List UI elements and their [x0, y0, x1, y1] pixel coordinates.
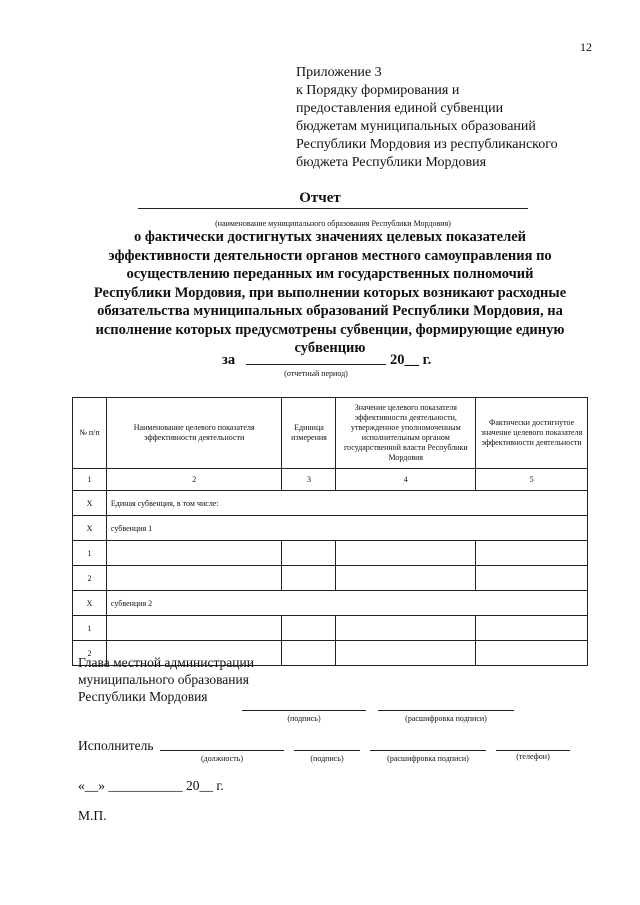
column-numbers-row: [73, 469, 588, 491]
head-title-line: муниципального образования: [78, 672, 249, 687]
head-signature-caption: (подпись): [287, 714, 321, 723]
column-number: 5: [476, 469, 588, 491]
executor-signature-caption: (подпись): [310, 754, 344, 763]
page-number: 12: [580, 40, 592, 54]
table-cell: [336, 641, 476, 666]
appendix-header: [296, 64, 616, 172]
subject-line: эффективности деятельности органов местного самоуправления по: [108, 247, 552, 264]
appendix-line: предоставления единой субвенции: [296, 101, 504, 116]
municipality-caption: (наименование муниципального образования Республики Мордовия): [215, 219, 451, 228]
column-number: 1: [73, 469, 107, 491]
row-number: 2: [73, 566, 107, 591]
executor-position-line: [160, 750, 284, 751]
date-line: «__» ___________ 20__ г.: [78, 778, 224, 793]
indicators-table: [72, 397, 588, 666]
table-header-row: [73, 398, 588, 469]
table-cell: [336, 616, 476, 641]
header-cell: Фактически достигнутое значение целевого показателя эффективности деятельности: [476, 398, 588, 469]
executor-label: Исполнитель: [78, 738, 154, 753]
appendix-line: Приложение 3: [296, 65, 382, 80]
appendix-line: бюджета Республики Мордовия: [296, 155, 487, 170]
table-row: [73, 591, 588, 616]
row-name: субвенция 1: [106, 516, 587, 541]
head-decoding-line: [378, 710, 514, 711]
header-cell: Значение целевого показателя эффективности деятельности, утвержденное уполномоченным исполнительным органом государственной власти Республики Мордовия: [336, 398, 476, 469]
executor-phone-line: [496, 750, 570, 751]
table-cell: [282, 641, 336, 666]
report-subject: [70, 228, 590, 358]
head-title-line: Глава местной администрации: [78, 655, 254, 670]
header-cell: Единица измерения: [282, 398, 336, 469]
table-cell: [282, 566, 336, 591]
table-row: [73, 616, 588, 641]
period-prefix: за: [222, 352, 236, 368]
subject-line: субвенцию: [294, 340, 366, 356]
subject-line: Республики Мордовия, при выполнении которых возникают расходные: [93, 284, 567, 301]
head-decoding-caption: (расшифровка подписи): [405, 714, 487, 723]
table-cell: [476, 566, 588, 591]
table-cell: [282, 541, 336, 566]
row-number: X: [73, 591, 107, 616]
table-row: [73, 566, 588, 591]
executor-position-caption: (должность): [201, 754, 243, 763]
column-number: 2: [106, 469, 282, 491]
appendix-line: бюджетам муниципальных образований: [296, 119, 536, 134]
municipality-line: [138, 208, 528, 209]
subject-line: осуществлению переданных им государственных полномочий: [126, 266, 534, 282]
executor-phone-caption: (телефон): [516, 752, 550, 761]
header-cell: Наименование целевого показателя эффективности деятельности: [106, 398, 282, 469]
table-cell: [336, 566, 476, 591]
head-signature-block: [78, 654, 254, 705]
period-year: 20__ г.: [390, 352, 432, 368]
row-name: субвенция 2: [106, 591, 587, 616]
column-number: 3: [282, 469, 336, 491]
subject-line: обязательства муниципальных образований Республики Мордовия, на: [97, 303, 563, 319]
row-name: Единая субвенция, в том числе:: [106, 491, 587, 516]
period-caption: (отчетный период): [284, 369, 348, 378]
executor-decoding-line: [370, 750, 486, 751]
row-name: [106, 566, 282, 591]
table-cell: [476, 641, 588, 666]
table-cell: [476, 616, 588, 641]
row-number: 1: [73, 616, 107, 641]
appendix-line: Республики Мордовия из республиканского: [296, 137, 558, 152]
row-name: [106, 541, 282, 566]
appendix-line: к Порядку формирования и: [296, 83, 460, 98]
table-cell: [336, 541, 476, 566]
report-title: Отчет: [299, 190, 341, 206]
table-row: [73, 491, 588, 516]
table-row: [73, 541, 588, 566]
head-signature-line: [242, 710, 366, 711]
executor-signature-line: [294, 750, 360, 751]
header-cell: № п/п: [73, 398, 107, 469]
table-cell: [476, 541, 588, 566]
row-number: 2: [73, 641, 107, 666]
period-line: [246, 364, 386, 365]
table-cell: [282, 616, 336, 641]
subject-line: исполнение которых предусмотрены субвенции, формирующие единую: [95, 321, 565, 338]
executor-decoding-caption: (расшифровка подписи): [387, 754, 469, 763]
stamp-place: М.П.: [78, 808, 107, 823]
row-name: [106, 616, 282, 641]
table-row: [73, 516, 588, 541]
subject-line: о фактически достигнутых значениях целевых показателей: [133, 229, 526, 245]
head-title-line: Республики Мордовия: [78, 689, 208, 704]
row-number: X: [73, 491, 107, 516]
row-number: X: [73, 516, 107, 541]
row-number: 1: [73, 541, 107, 566]
column-number: 4: [336, 469, 476, 491]
